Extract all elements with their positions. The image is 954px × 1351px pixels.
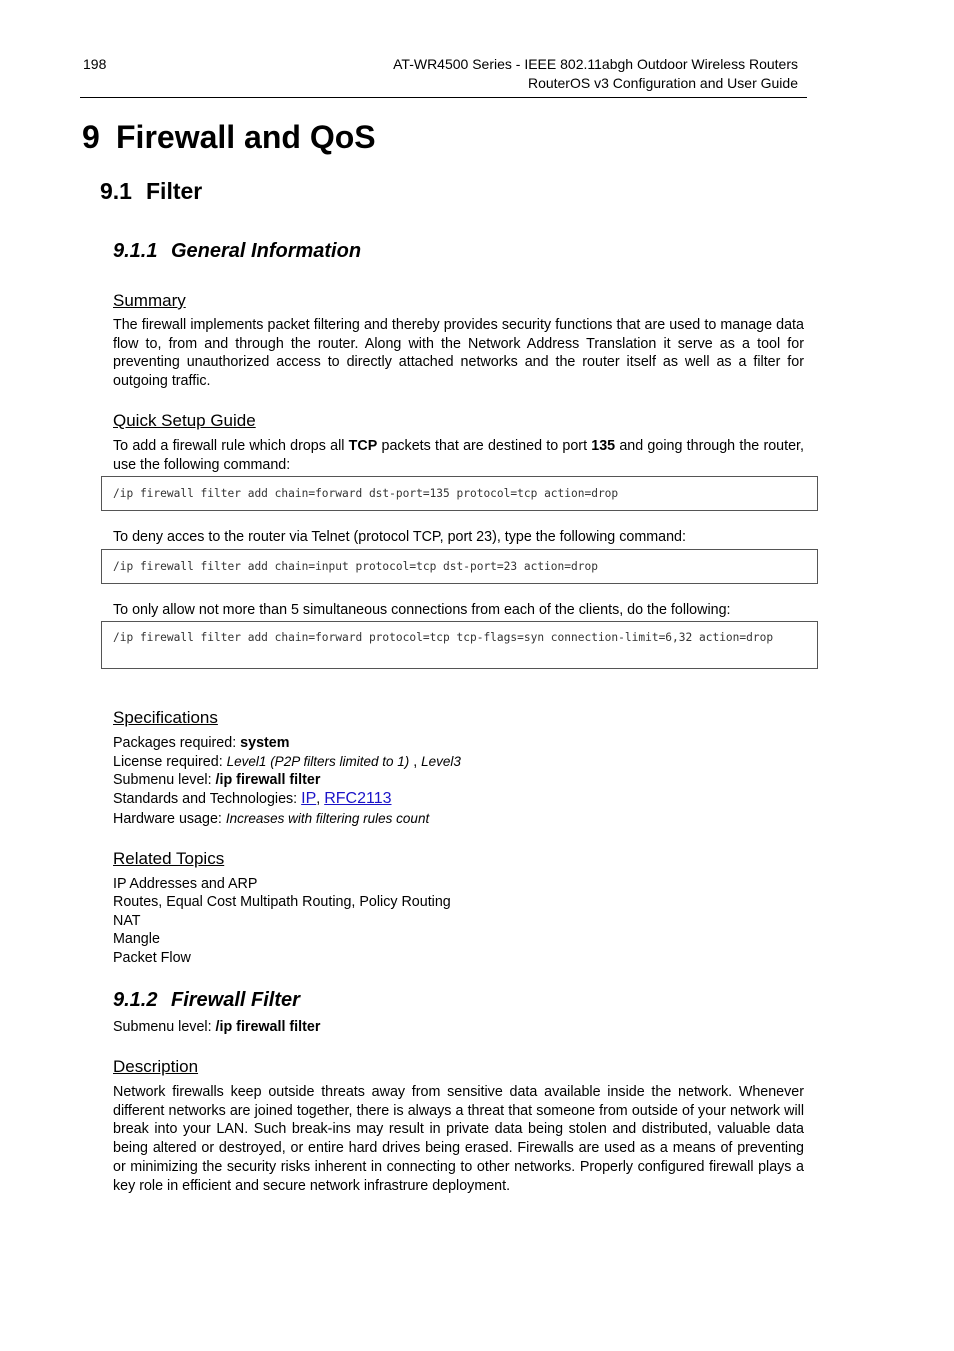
- header-divider: [80, 97, 807, 98]
- ip-link[interactable]: IP: [301, 790, 317, 807]
- rfc2113-link[interactable]: RFC2113: [324, 790, 392, 807]
- spec-separator: ,: [316, 791, 325, 807]
- spec-label: Submenu level:: [113, 772, 216, 788]
- code-block-drop-tcp-135: /ip firewall filter add chain=forward dst-port=135 protocol=tcp action=drop: [101, 476, 818, 511]
- spec-hardware: [113, 810, 429, 829]
- section-heading: [100, 176, 202, 206]
- related-topic-item: Routes, Equal Cost Multipath Routing, Policy Routing: [113, 894, 451, 910]
- related-topic-item: Mangle: [113, 931, 160, 947]
- subsection-title: Firewall Filter: [171, 989, 300, 1011]
- intro-text: and going through the router, use the following command:: [113, 438, 804, 473]
- header-title-line1: AT-WR4500 Series - IEEE 802.11abgh Outdoor Wireless Routers: [393, 56, 798, 72]
- spec-standards: [113, 790, 392, 809]
- quick-setup-intro: [113, 437, 804, 474]
- summary-paragraph: The firewall implements packet filtering and thereby provides security functions that are used to manage data flow to, from and through the router. Along with the Network Address Translation it serve as a tool for preventing unauthorized access to directly attached networks and the router itself as well as a filter for outgoing traffic.: [113, 317, 804, 390]
- spec-value: system: [240, 735, 290, 751]
- spec-label: Hardware usage:: [113, 811, 226, 827]
- subsection-number: 9.1.1: [113, 240, 158, 262]
- intro-protocol: TCP: [348, 438, 378, 454]
- section-number: 9.1: [100, 178, 132, 204]
- related-topics-heading: Related Topics: [113, 849, 225, 868]
- spec-label: Packages required:: [113, 735, 241, 751]
- related-topic-item: NAT: [113, 913, 141, 929]
- related-topic-item: IP Addresses and ARP: [113, 876, 258, 892]
- specifications-heading: Specifications: [113, 708, 218, 727]
- code-block-connection-limit: /ip firewall filter add chain=forward protocol=tcp tcp-flags=syn connection-limit=6,32 action=drop: [101, 621, 818, 669]
- subsection-title: General Information: [171, 240, 362, 262]
- submenu-label: Submenu level:: [113, 1019, 216, 1035]
- subsection-heading-general-info: [113, 238, 361, 264]
- quick-setup-heading: Quick Setup Guide: [113, 411, 256, 430]
- spec-label: License required:: [113, 754, 227, 770]
- firewall-filter-submenu: [113, 1018, 320, 1037]
- intro-text: packets that are destined to port: [377, 438, 592, 454]
- spec-submenu: [113, 771, 320, 790]
- chapter-heading: [82, 117, 376, 157]
- page-number: 198: [83, 56, 107, 72]
- spec-license: [113, 753, 461, 772]
- connection-limit-instruction: To only allow not more than 5 simultaneous connections from each of the clients, do the following:: [113, 602, 731, 618]
- spec-value: /ip firewall filter: [215, 772, 321, 788]
- related-topic-item: Packet Flow: [113, 950, 191, 966]
- spec-value: Level3: [421, 754, 461, 769]
- intro-port: 135: [591, 438, 616, 454]
- description-paragraph: Network firewalls keep outside threats away from sensitive data available inside the network. Whenever different networks are joined together, there is always a threat that someone from outside of your network will break into your LAN. Such break-ins may result in private data being stolen and distributed, valuable data being altered or destroyed, or entire hard drives being erased. Firewalls are used as a means of preventing or minimizing the security risks inherent in connecting to other networks. Properly configured firewall plays a key role in efficient and secure network infrastrure deployment.: [113, 1084, 804, 1194]
- spec-separator: ,: [409, 754, 422, 770]
- header-title-line2: RouterOS v3 Configuration and User Guide: [527, 75, 798, 91]
- code-block-deny-telnet: /ip firewall filter add chain=input protocol=tcp dst-port=23 action=drop: [101, 549, 818, 584]
- spec-packages: [113, 734, 289, 753]
- intro-text: To add a firewall rule which drops all: [113, 438, 349, 454]
- spec-value: Increases with filtering rules count: [225, 811, 430, 826]
- chapter-number: 9: [82, 119, 100, 155]
- subsection-heading-firewall-filter: [113, 987, 300, 1013]
- description-heading: Description: [113, 1057, 199, 1076]
- telnet-instruction: To deny acces to the router via Telnet (protocol TCP, port 23), type the following command:: [113, 529, 686, 545]
- chapter-title: Firewall and QoS: [116, 119, 376, 155]
- spec-label: Standards and Technologies:: [113, 791, 302, 807]
- summary-heading: Summary: [113, 291, 186, 310]
- spec-value: Level1 (P2P filters limited to 1): [226, 754, 410, 769]
- submenu-value: /ip firewall filter: [215, 1019, 321, 1035]
- section-title: Filter: [146, 178, 203, 204]
- subsection-number: 9.1.2: [113, 989, 158, 1011]
